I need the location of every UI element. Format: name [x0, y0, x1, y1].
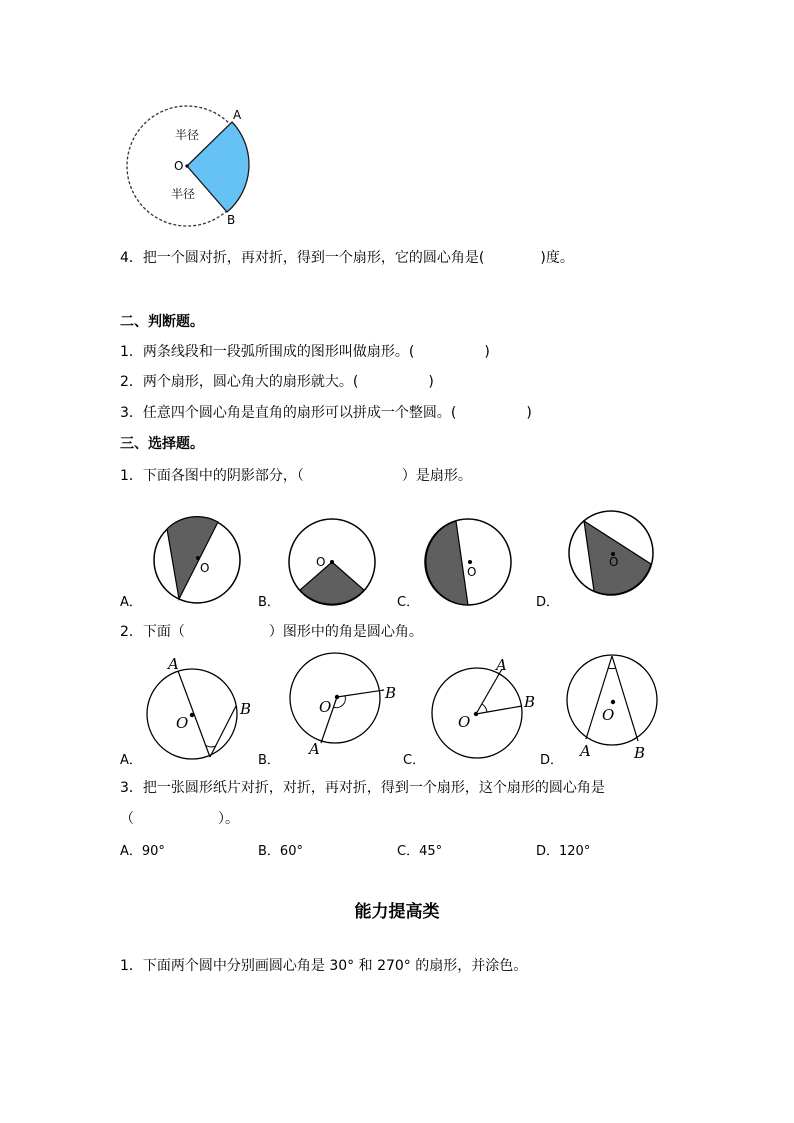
radius-label-bottom: 半径	[171, 187, 196, 201]
q2c-label-a: A	[496, 656, 507, 674]
q2b-label-o: O	[319, 698, 332, 716]
q2-option-d: D．	[540, 753, 564, 768]
improve-q1-text: 1．下面两个圆中分别画圆心角是 30° 和 270° 的扇形，并涂色。	[120, 958, 528, 974]
q3-option-c: C．45°	[397, 844, 443, 859]
q2c-label-o: O	[458, 713, 471, 731]
q1-figure-c	[424, 519, 514, 609]
judge-item-1: 1．两条线段和一段弧所围成的图形叫做扇形。( )	[120, 344, 490, 360]
sector-figure	[120, 104, 260, 226]
choice-q3-text: 3．把一张圆形纸片对折，对折，再对折，得到一个扇形，这个扇形的圆心角是	[120, 780, 605, 796]
q1d-center-label: O	[609, 555, 619, 569]
section3-heading: 三、选择题。	[120, 436, 204, 452]
q1-option-d: D．	[536, 595, 560, 610]
q1b-center-label: O	[316, 555, 326, 569]
q3-option-a: A．90°	[120, 844, 165, 859]
q2b-label-a: A	[309, 740, 320, 758]
section4-heading: 能力提高类	[354, 902, 440, 922]
q3-option-b: B．60°	[258, 844, 303, 859]
q1c-center-label: O	[467, 565, 477, 579]
q2d-label-b: B	[634, 744, 646, 762]
q1-option-c: C．	[397, 595, 420, 610]
q1-figure-a	[154, 516, 244, 606]
q2-figure-d	[566, 652, 676, 762]
label-a: A	[233, 108, 242, 122]
q2a-label-a: A	[168, 655, 179, 673]
section2-heading: 二、判断题。	[120, 314, 204, 330]
q2d-label-o: O	[602, 706, 615, 724]
judge-item-2: 2．两个扇形，圆心角大的扇形就大。( )	[120, 374, 434, 390]
q2-figure-b	[288, 650, 398, 760]
q3-option-d: D．120°	[536, 844, 591, 859]
question-4: 4．把一个圆对折，再对折，得到一个扇形，它的圆心角是( )度。	[120, 250, 574, 266]
choice-q2-text: 2．下面（ ）图形中的角是圆心角。	[120, 624, 423, 640]
q2-option-b: B．	[258, 753, 280, 768]
q1-figure-d	[568, 511, 658, 601]
q1-option-b: B．	[258, 595, 280, 610]
q1a-center-label: O	[200, 561, 210, 575]
judge-item-3: 3．任意四个圆心角是直角的扇形可以拼成一个整圆。( )	[120, 405, 532, 421]
choice-q1-text: 1．下面各图中的阴影部分，（ ）是扇形。	[120, 468, 472, 484]
q2-option-c: C．	[403, 753, 426, 768]
q2a-label-o: O	[176, 714, 189, 732]
q2-option-a: A．	[120, 753, 142, 768]
q2-figure-c	[430, 656, 540, 766]
q2-figure-a	[145, 656, 255, 766]
center-dot	[185, 164, 188, 167]
q1-figure-b	[288, 519, 378, 609]
q2a-label-b: B	[240, 700, 252, 718]
q2c-label-b: B	[524, 693, 536, 711]
q1-option-a: A．	[120, 595, 142, 610]
radius-label-top: 半径	[175, 128, 200, 142]
choice-q3-text2: （ ）。	[120, 811, 239, 827]
label-o: O	[174, 159, 184, 173]
q2b-label-b: B	[385, 684, 397, 702]
label-b: B	[227, 213, 236, 227]
q2d-label-a: A	[580, 742, 591, 760]
